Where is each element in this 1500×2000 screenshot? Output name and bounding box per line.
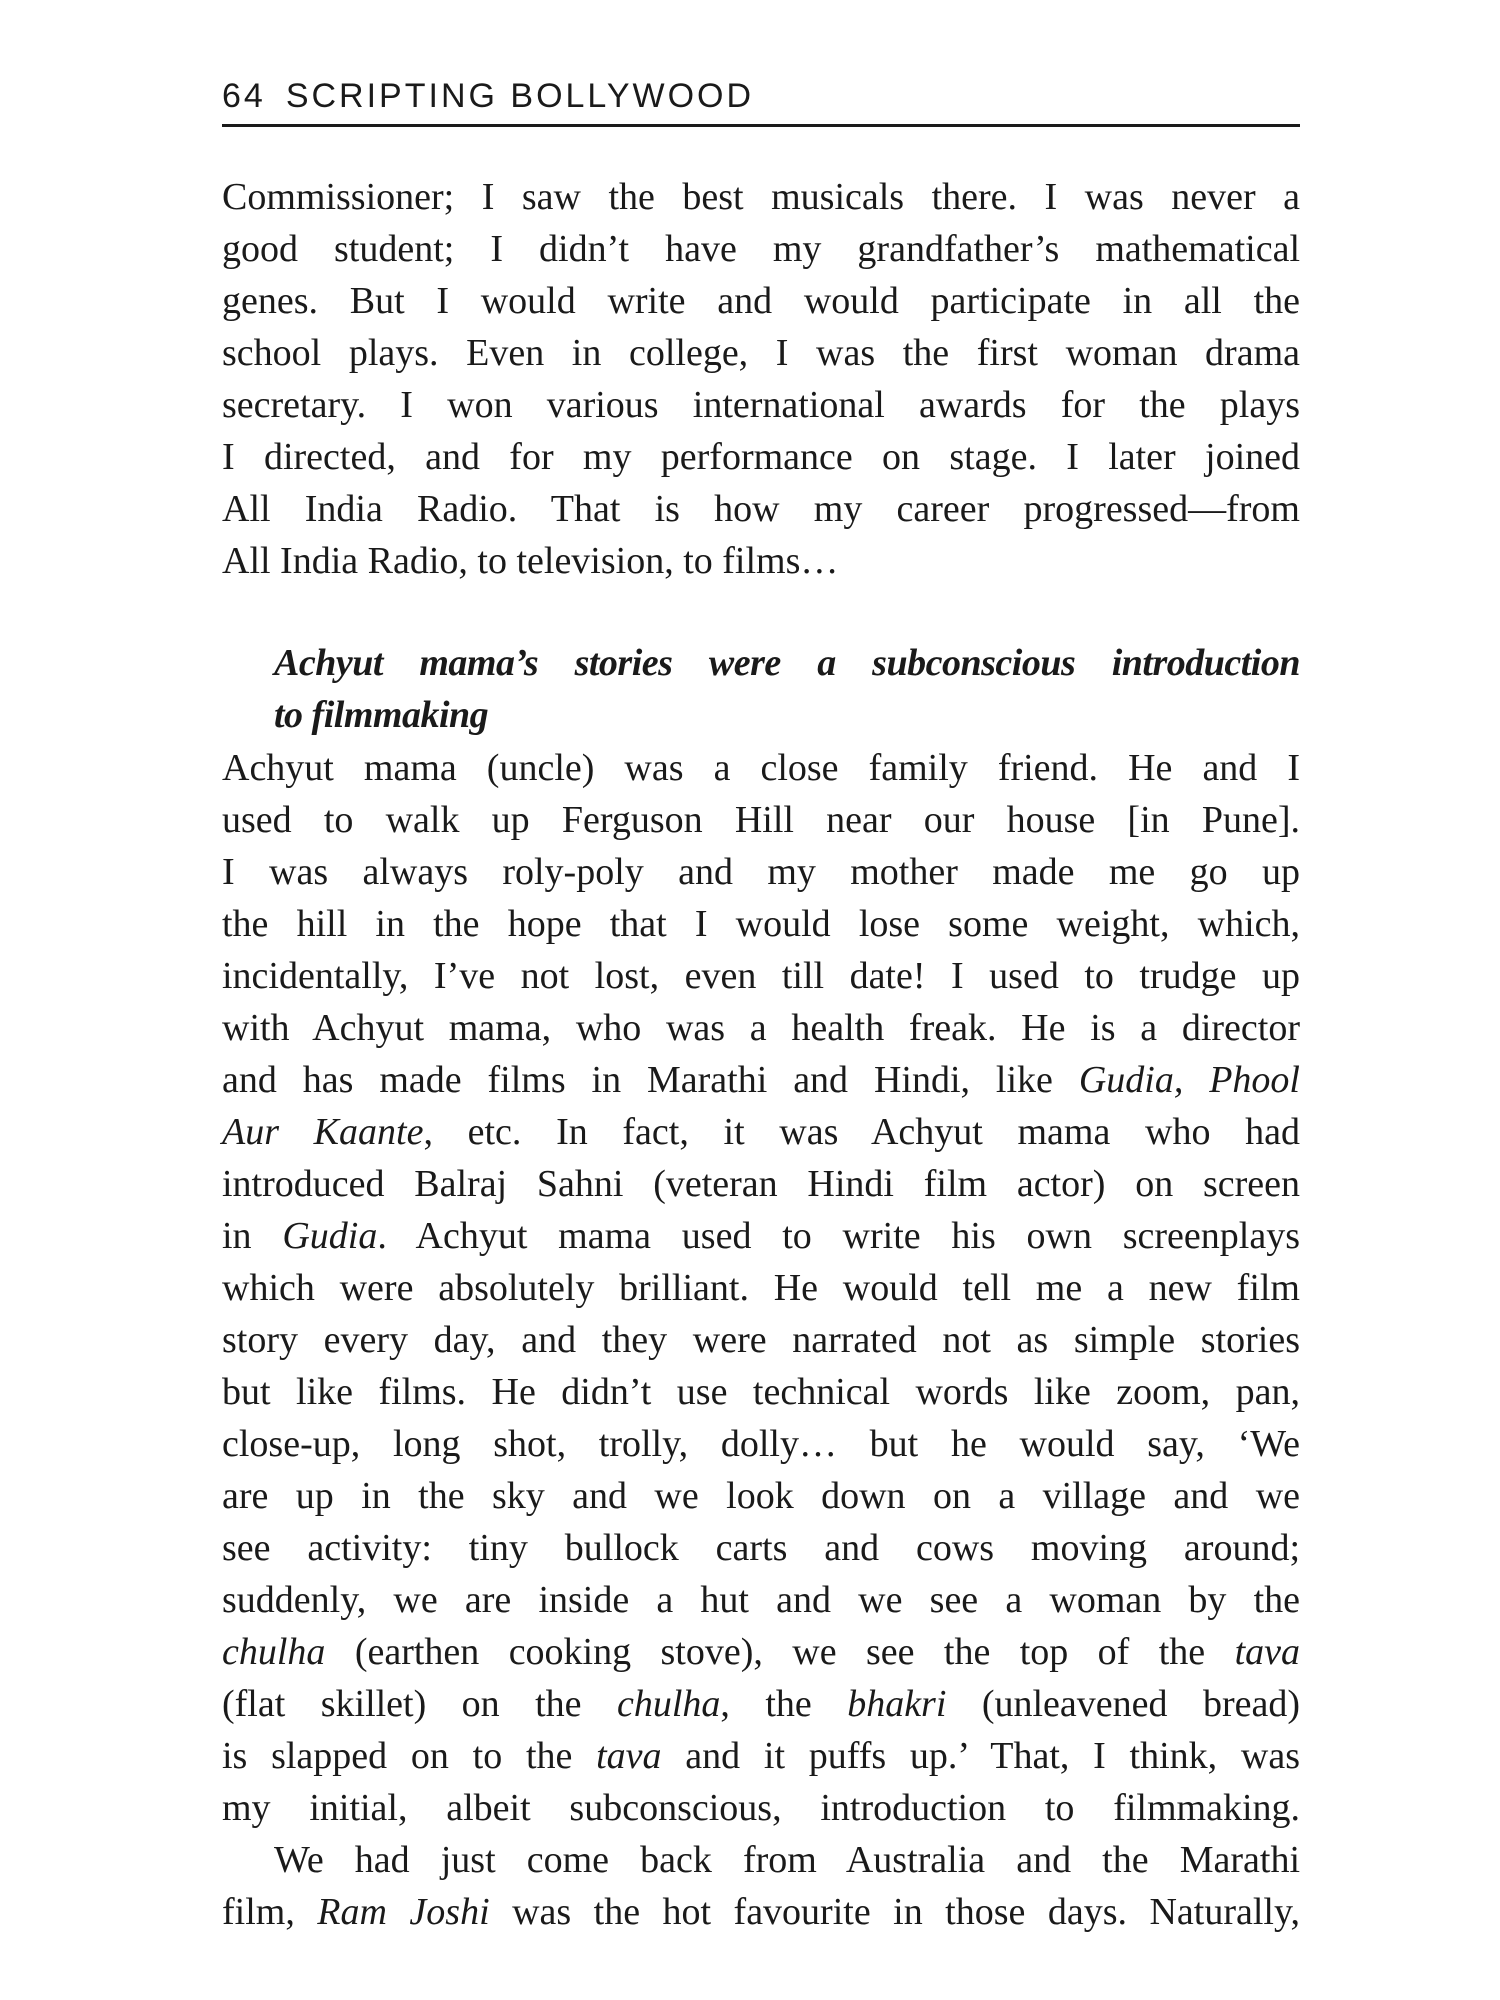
text-line: genes. But I would write and would participate in all the xyxy=(222,280,1300,322)
text-line: story every day, and they were narrated not as simple stories xyxy=(222,1319,1300,1361)
text-line: to filmmaking xyxy=(274,694,489,736)
text-line: see activity: tiny bullock carts and cows moving around; xyxy=(222,1527,1300,1569)
text-line: which were absolutely brilliant. He would tell me a new film xyxy=(222,1267,1300,1309)
italic-term: Aur Kaante xyxy=(222,1111,424,1153)
text-line: close-up, long shot, trolly, dolly… but he would say, ‘We xyxy=(222,1423,1300,1465)
italic-term: Gudia xyxy=(282,1215,378,1257)
italic-term: tava xyxy=(596,1735,662,1777)
text-line: We had just come back from Australia and the Marathi xyxy=(274,1839,1300,1881)
italic-term: chulha xyxy=(616,1683,721,1725)
text-line: I directed, and for my performance on stage. I later joined xyxy=(222,436,1300,478)
book-page xyxy=(222,0,1300,2000)
running-title: SCRIPTING BOLLYWOOD xyxy=(285,77,755,115)
text-line: school plays. Even in college, I was the first woman drama xyxy=(222,332,1300,374)
text-line: Achyut mama’s stories were a subconscious introduction xyxy=(274,642,1300,684)
text-line: my initial, albeit subconscious, introduction to filmmaking. xyxy=(222,1787,1300,1829)
text-line: suddenly, we are inside a hut and we see a woman by the xyxy=(222,1579,1300,1621)
text-line: Achyut mama (uncle) was a close family friend. He and I xyxy=(222,747,1300,789)
italic-term: Gudia, Phool xyxy=(1078,1059,1300,1101)
italic-term: tava xyxy=(1234,1631,1300,1673)
text-line: Commissioner; I saw the best musicals there. I was never a xyxy=(222,176,1300,218)
text-segment: (earthen cooking stove), we see the top of the xyxy=(325,1631,1235,1673)
body-text xyxy=(222,742,1300,1938)
text-line: but like films. He didn’t use technical words like zoom, pan, xyxy=(222,1371,1300,1413)
text-segment: (unleavened bread) xyxy=(946,1683,1300,1725)
text-line: good student; I didn’t have my grandfather’s mathematical xyxy=(222,228,1300,270)
text-line xyxy=(222,1626,1300,1678)
text-segment: , etc. In fact, it was Achyut mama who had xyxy=(423,1111,1300,1153)
text-segment: . Achyut mama used to write his own screenplays xyxy=(377,1215,1301,1257)
text-line: incidentally, I’ve not lost, even till date! I used to trudge up xyxy=(222,955,1300,997)
text-line: used to walk up Ferguson Hill near our house [in Pune]. xyxy=(222,799,1300,841)
paragraph-achyut-mama xyxy=(222,742,1300,1834)
text-line: the hill in the hope that I would lose some weight, which, xyxy=(222,903,1300,945)
text-segment: and it puffs up.’ That, I think, was xyxy=(661,1735,1301,1777)
text-segment: (flat skillet) on the xyxy=(222,1683,617,1725)
text-line: with Achyut mama, who was a health freak. He is a director xyxy=(222,1007,1300,1049)
text-line xyxy=(222,1210,1300,1262)
text-segment: and has made films in Marathi and Hindi, like xyxy=(222,1059,1079,1101)
text-line: All India Radio. That is how my career progressed—from xyxy=(222,488,1300,530)
page-number: 64 xyxy=(222,77,266,115)
text-line: secretary. I won various international awards for the plays xyxy=(222,384,1300,426)
text-line: All India Radio, to television, to films… xyxy=(222,540,839,582)
paragraph-school-years xyxy=(222,171,1300,587)
text-line xyxy=(222,1886,1300,1938)
italic-term: bhakri xyxy=(847,1683,947,1725)
text-segment: is slapped on to the xyxy=(222,1735,597,1777)
running-header xyxy=(222,76,1300,116)
section-subheading xyxy=(274,637,1300,741)
text-line xyxy=(222,1054,1300,1106)
text-segment: in xyxy=(222,1215,283,1257)
text-line: introduced Balraj Sahni (veteran Hindi film actor) on screen xyxy=(222,1163,1300,1205)
italic-term: Ram Joshi xyxy=(317,1891,490,1933)
text-line xyxy=(222,1730,1300,1782)
text-segment: film, xyxy=(222,1891,318,1933)
text-segment: , the xyxy=(720,1683,848,1725)
paragraph-ram-joshi xyxy=(222,1834,1300,1938)
text-segment: was the hot favourite in those days. Naturally, xyxy=(489,1891,1300,1933)
text-line: I was always roly-poly and my mother made me go up xyxy=(222,851,1300,893)
header-rule xyxy=(222,124,1300,127)
text-line: are up in the sky and we look down on a village and we xyxy=(222,1475,1300,1517)
text-line xyxy=(222,1678,1300,1730)
text-line xyxy=(222,1106,1300,1158)
italic-term: chulha xyxy=(222,1631,326,1673)
